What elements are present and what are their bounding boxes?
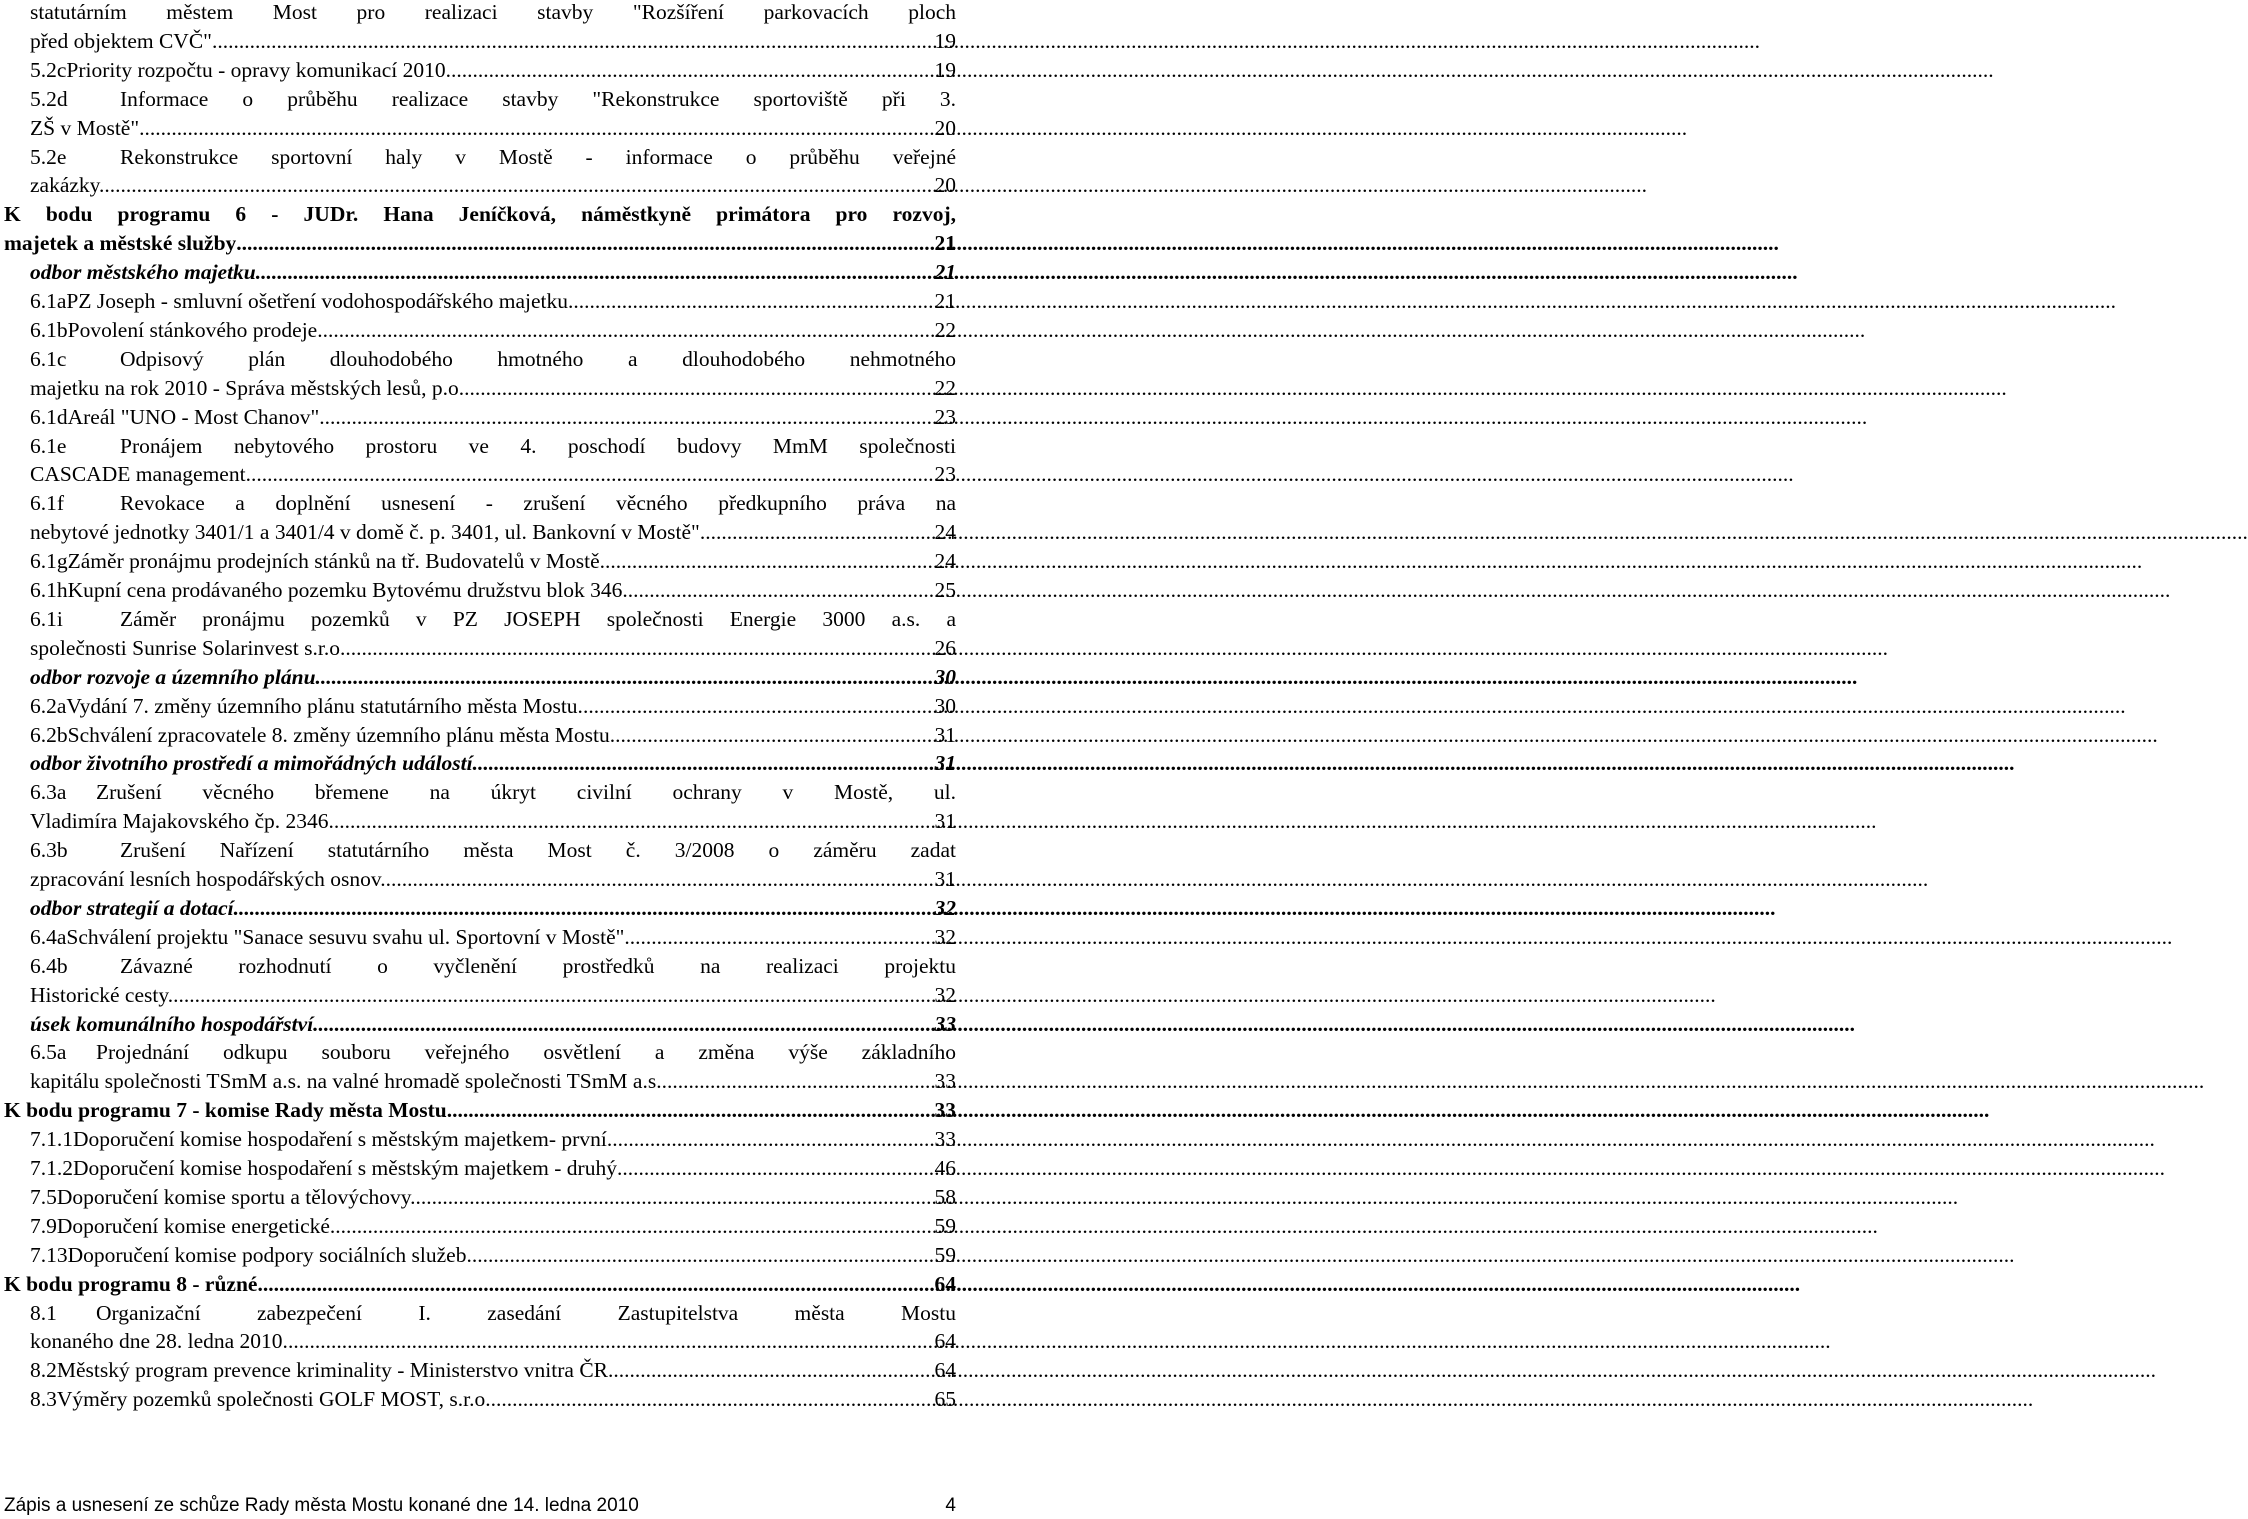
dot-leader [630,923,934,952]
toc-entry-title: odbor životního prostředí a mimořádných událostí [30,751,473,776]
toc-entry-continuation[interactable] [30,1067,956,1096]
toc-page-number: 32 [934,895,956,920]
toc-entry-number: 6.5a [30,1040,67,1065]
toc-page-number: 65 [934,1387,956,1412]
toc-entry-title: Doporučení komise podpory sociálních služeb. [67,1242,472,1267]
toc-entry-number: 6.4a [30,924,67,949]
dot-leader [145,114,934,143]
toc-entry-number: 7.9 [30,1213,57,1238]
dot-leader [345,634,933,663]
dot-leader [447,1096,934,1125]
toc-entry-continuation[interactable] [4,229,956,258]
toc-entry-continuation[interactable] [30,374,956,403]
dot-leader [615,721,933,750]
toc-page-number: 33 [934,1127,956,1152]
toc-entry-title: Areál "UNO - Most Chanov". [67,404,325,429]
dot-leader [628,576,934,605]
toc-entry-title-continued: Vladimíra Majakovského čp. 2346. [30,809,334,834]
toc-entry-number: 6.1a [30,289,67,313]
toc-entry-title: Kupní cena prodávaného pozemku Bytovému družstvu blok 346. [67,578,628,602]
toc-entry-title: Doporučení komise hospodaření s městským majetkem- první. [73,1127,613,1152]
toc-entry-title: Schválení zpracovatele 8. změny územního plánu města Mostu. [67,722,616,747]
toc-entry-number: 6.1d [30,404,68,429]
toc-entry-number: 8.1 [30,1300,57,1325]
toc-entry-title: odbor rozvoje a územního plánu [30,664,316,689]
toc-entry[interactable] [30,1038,956,1067]
toc-entry-title: Zrušení Nařízení statutárního města Most č. 3/2008 o záměru zadat [120,838,956,863]
dot-leader [325,403,934,432]
toc-entry-number: 6.1g [30,549,68,574]
dot-leader [451,56,934,85]
toc-entry-number: 5.2e [30,144,67,169]
toc-entry-continuation[interactable] [30,981,956,1010]
toc-page-number: 22 [934,317,956,342]
toc-entry-number: 8.2 [30,1358,57,1383]
toc-page-number: 32 [934,982,956,1007]
toc-entry-title-continued: majetek a městské služby [4,231,237,256]
toc-page-number: 33 [934,1011,956,1036]
toc-entry[interactable] [30,663,956,692]
dot-leader [662,1067,934,1096]
toc-entry-number: 7.1.1 [30,1127,73,1152]
toc-entry-title: Doporučení komise hospodaření s městským majetkem - druhý. [73,1156,623,1180]
dot-leader [313,1010,933,1039]
toc-entry[interactable] [30,1010,956,1039]
toc-entry-title: K bodu programu 6 - JUDr. Hana Jeníčková, náměstkyně primátora pro rozvoj, [4,202,956,227]
dot-leader [491,1385,934,1414]
toc-page-number: 64 [934,1329,956,1354]
dot-leader [573,287,933,316]
toc-entry-continuation[interactable] [30,634,956,663]
toc-entry-number: 5.2d [30,86,68,111]
dot-leader [416,1183,934,1212]
toc-entry-title: statutárním městem Most pro realizaci stavby "Rozšíření parkovacích ploch [30,0,956,24]
toc-entry-continuation[interactable] [30,171,956,200]
toc-entry-title: odbor strategií a dotací [30,895,234,920]
toc-entry[interactable] [30,489,956,518]
dot-leader [472,1241,934,1270]
toc-page-number: 64 [934,1271,956,1296]
toc-entry-continuation[interactable] [30,460,956,489]
toc-entry-title-continued: zakázky. [30,173,105,198]
toc-entry-title: Projednání odkupu souboru veřejného osvětlení a změna výše základního [96,1040,956,1065]
toc-entry-number: 6.4b [30,953,68,978]
dot-leader [473,749,934,778]
toc-page-number: 58 [934,1184,956,1209]
toc-entry-title: Doporučení komise energetické. [56,1213,336,1238]
toc-entry-title-continued: před objektem CVČ". [30,28,218,53]
toc-entry-title: Rekonstrukce sportovní haly v Mostě - informace o průběhu veřejné [120,144,956,169]
toc-page-number: 24 [934,520,956,545]
toc-entry-number: 5.2c [30,57,67,82]
toc-page-number: 33 [934,1069,956,1094]
toc-page-number: 31 [934,751,956,776]
toc-page-number: 23 [934,404,956,429]
toc-entry-title-continued: CASCADE management. [30,462,251,487]
toc-entry-title: PZ Joseph - smluvní ošetření vodohospodářského majetku. [66,289,574,313]
toc-entry[interactable] [30,143,956,172]
toc-entry-number: 6.2b [30,722,68,747]
toc-entry-title: Zrušení věcného břemene na úkryt civilní ochrany v Mostě, ul. [96,780,956,805]
toc-entry[interactable] [30,316,956,345]
toc-entry-title-continued: kapitálu společnosti TSmM a.s. na valné hromadě společnosti TSmM a.s. [30,1069,662,1094]
toc-page-number: 19 [934,57,956,82]
toc-entry-continuation[interactable] [30,27,956,56]
toc-entry-title-continued: konaného dne 28. ledna 2010. [30,1329,288,1354]
toc-entry-title: Schválení projektu "Sanace sesuvu svahu ul. Sportovní v Mostě". [66,924,630,949]
toc-entry[interactable] [30,836,956,865]
dot-leader [217,27,933,56]
toc-entry-number: 6.1i [30,606,63,631]
dot-leader [622,1154,933,1183]
toc-entry[interactable] [30,923,956,952]
toc-entry-title: Závazné rozhodnutí o vyčlenění prostředků na realizaci projektu [120,953,956,978]
toc-entry-number: 6.1f [30,491,65,516]
toc-entry-continuation[interactable] [30,1327,956,1356]
page-number: 4 [945,1495,956,1516]
toc-page-number: 22 [934,375,956,400]
dot-leader [613,1356,933,1385]
toc-entry-title: Priority rozpočtu - opravy komunikací 2010. [66,57,451,82]
toc-entry-title: Vydání 7. změny územního plánu statutárního města Mostu. [66,693,583,718]
toc-entry-title: Informace o průběhu realizace stavby "Rekonstrukce sportoviště při 3. [120,86,956,111]
toc-entry[interactable] [30,778,956,807]
toc-page-number: 23 [934,462,956,487]
toc-entry-number: 6.1e [30,433,67,458]
toc-entry[interactable] [30,1154,956,1183]
toc-page-number: 30 [934,693,956,718]
toc-entry[interactable] [30,605,956,634]
toc-page-number: 25 [934,578,956,602]
toc-entry[interactable] [30,1183,956,1212]
toc-entry-title: úsek komunálního hospodářství [30,1011,314,1036]
footer-text: Zápis a usnesení ze schůze Rady města Mostu konané dne 14. ledna 2010 [4,1495,639,1516]
dot-leader [612,1125,933,1154]
toc-entry[interactable] [30,952,956,981]
dot-leader [256,258,934,287]
toc-entry-title: Revokace a doplnění usnesení - zrušení věcného předkupního práva na [120,491,956,516]
toc-entry[interactable] [30,576,956,605]
toc-entry[interactable] [30,749,956,778]
dot-leader [334,807,934,836]
toc-entry-title-continued: majetku na rok 2010 - Správa městských lesů, p.o. [30,375,465,400]
toc-entry-number: 7.5 [30,1184,57,1209]
toc-entry[interactable] [30,258,956,287]
toc-entry-title-continued: Historické cesty. [30,982,174,1007]
toc-entry[interactable] [30,345,956,374]
toc-entry[interactable] [30,1212,956,1241]
toc-page-number: 32 [934,924,956,949]
toc-entry-title: Odpisový plán dlouhodobého hmotného a dlouhodobého nehmotného [120,346,956,371]
toc-page-number: 46 [934,1156,956,1180]
toc-entry[interactable] [30,692,956,721]
toc-entry-title: K bodu programu 7 - komise Rady města Mostu [4,1098,447,1123]
toc-entry-number: 7.1.2 [30,1156,73,1180]
toc-entry-title: Pronájem nebytového prostoru ve 4. poschodí budovy MmM společnosti [120,433,956,458]
toc-entry-continuation[interactable] [30,865,956,894]
toc-page-number: 26 [934,635,956,660]
toc-page-number: 20 [934,173,956,198]
dot-leader [386,865,934,894]
dot-leader [600,547,934,576]
toc-entry-title: Záměr pronájmu pozemků v PZ JOSEPH společnosti Energie 3000 a.s. a [120,606,956,631]
dot-leader [236,229,933,258]
toc-page-number: 31 [934,867,956,891]
toc-entry-title: Výměry pozemků společnosti GOLF MOST, s.r.o. [56,1387,491,1412]
toc-entry-title: Organizační zabezpečení I. zasedání Zastupitelstva města Mostu [96,1300,956,1325]
dot-leader [173,981,933,1010]
toc-entry[interactable] [30,1125,956,1154]
toc-entry-number: 6.1b [30,317,68,342]
toc-entry[interactable] [30,1356,956,1385]
toc-page-number: 33 [934,1098,956,1123]
dot-leader [335,1212,933,1241]
toc-page-number: 20 [934,115,956,140]
toc-page-number: 64 [934,1358,956,1383]
dot-leader [705,518,933,547]
toc-page-number: 31 [934,722,956,747]
toc-entry[interactable] [4,1096,956,1125]
toc-entry[interactable] [30,547,956,576]
toc-page-number: 21 [934,260,956,285]
toc-entry[interactable] [30,1385,956,1414]
toc-page-number: 59 [934,1242,956,1267]
page-footer [0,1492,960,1519]
toc-page-number: 30 [934,664,956,689]
toc-entry-number: 6.1h [30,578,68,602]
toc-entry[interactable] [4,1270,956,1299]
toc-entry-title-continued: ZŠ v Mostě". [30,115,145,140]
toc-entry[interactable] [30,0,956,27]
dot-leader [323,316,934,345]
toc-entry[interactable] [30,894,956,923]
toc-entry[interactable] [4,200,956,229]
toc-entry-number: 8.3 [30,1387,57,1412]
toc-page-number: 21 [934,231,956,256]
dot-leader [316,663,934,692]
toc-entry-continuation[interactable] [30,114,956,143]
dot-leader [583,692,934,721]
toc-entry-number: 6.3b [30,838,68,863]
dot-leader [464,374,933,403]
toc-entry-continuation[interactable] [30,518,956,547]
toc-entry[interactable] [30,403,956,432]
toc-entry[interactable] [30,1241,956,1270]
dot-leader [288,1327,934,1356]
toc-entry-number: 6.3a [30,780,67,805]
toc-entry-title-continued: nebytové jednotky 3401/1 a 3401/4 v domě č. p. 3401, ul. Bankovní v Mostě". [30,520,706,545]
toc-page-number: 24 [934,549,956,574]
toc-entry-title: odbor městského majetku [30,260,256,285]
toc-entry-title: Městský program prevence kriminality - Ministerstvo vnitra ČR. [56,1358,614,1383]
toc-entry[interactable] [30,56,956,85]
toc-page-number: 31 [934,809,956,834]
toc-entry-number: 6.2a [30,693,67,718]
toc-entry-title: K bodu programu 8 - různé [4,1271,258,1296]
toc-entry-title-continued: zpracování lesních hospodářských osnov. [30,867,386,891]
toc-page-number: 21 [934,289,956,313]
toc-entry-title: Záměr pronájmu prodejních stánků na tř. Budovatelů v Mostě [67,549,600,574]
toc-entry[interactable] [30,85,956,114]
toc-entry[interactable] [30,432,956,461]
dot-leader [104,171,933,200]
toc-entry-continuation[interactable] [30,807,956,836]
toc-entry-title: Povolení stánkového prodeje. [67,317,323,342]
toc-entry[interactable] [30,1299,956,1328]
dot-leader [251,460,934,489]
toc-entry-title: Doporučení komise sportu a tělovýchovy. [56,1184,416,1209]
toc-entry[interactable] [30,287,956,316]
toc-entry-number: 6.1c [30,346,67,371]
dot-leader [257,1270,933,1299]
toc-page-number: 19 [934,28,956,53]
toc-entry[interactable] [30,721,956,750]
toc-entry-number: 7.13 [30,1242,68,1267]
toc-page-number: 59 [934,1213,956,1238]
toc-entry-title-continued: společnosti Sunrise Solarinvest s.r.o. [30,635,346,660]
dot-leader [234,894,934,923]
